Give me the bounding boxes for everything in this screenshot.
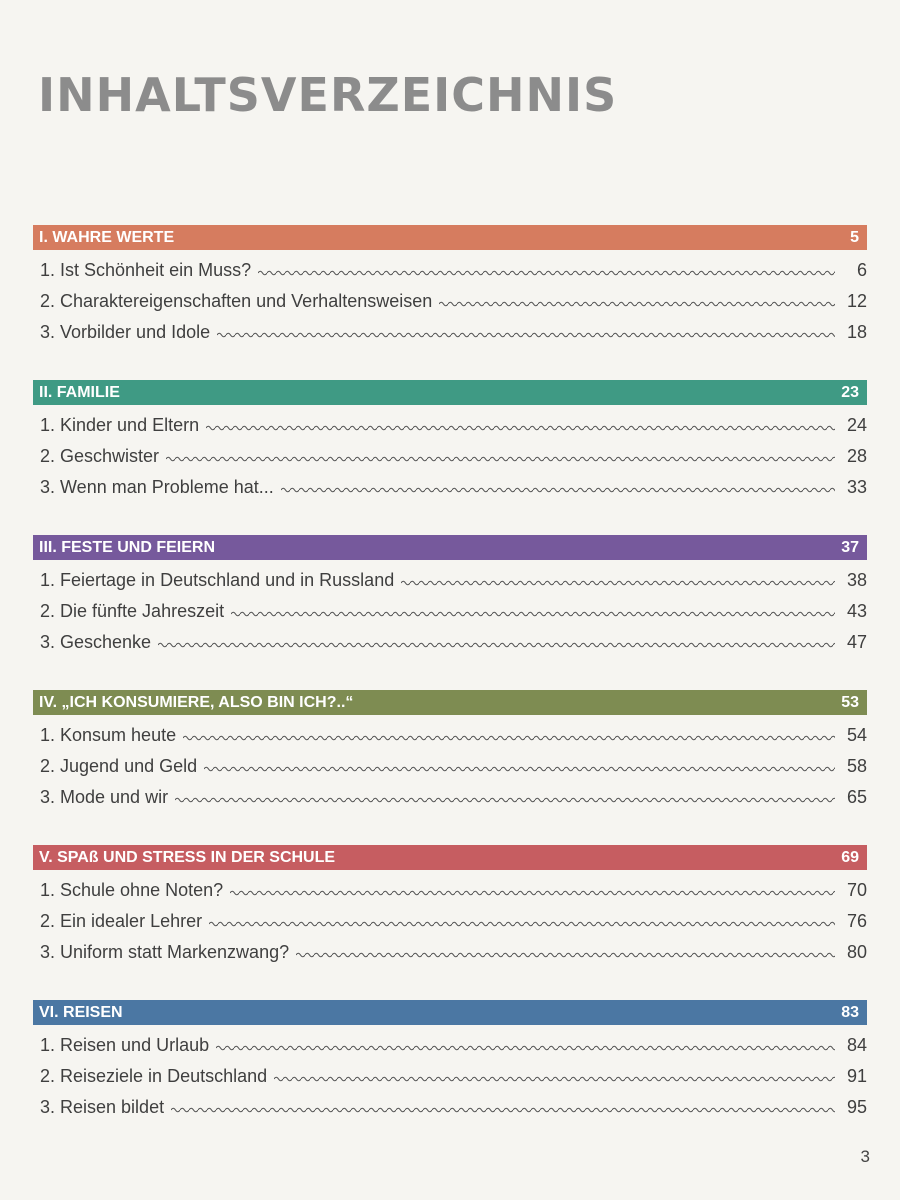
entry-page: 28 [846, 446, 867, 466]
entry-title: 3. Reisen bildet [40, 1097, 165, 1117]
entry-title: 2. Charaktereigenschaften und Verhaltensweisen [40, 291, 433, 311]
entry-page: 70 [846, 880, 867, 900]
section-title: V. SPAß UND STRESS IN DER SCHULE [39, 848, 336, 866]
wavy-leader-line [217, 331, 835, 339]
toc-entry[interactable] [33, 901, 867, 932]
wavy-leader-line [175, 796, 835, 804]
toc-entry[interactable] [33, 870, 867, 901]
page-number: 3 [860, 1147, 870, 1166]
toc-entry[interactable] [33, 560, 867, 591]
entry-title: 1. Feiertage in Deutschland und in Russland [40, 570, 395, 590]
section-title: VI. REISEN [39, 1003, 123, 1021]
section-title: IV. „ICH KONSUMIERE, ALSO BIN ICH?..“ [39, 693, 354, 711]
toc-entry[interactable] [33, 622, 867, 653]
toc-entry[interactable] [33, 436, 867, 467]
toc-section [33, 1000, 867, 1118]
entry-page: 65 [846, 787, 867, 807]
toc-entry[interactable] [33, 591, 867, 622]
section-header[interactable] [33, 535, 867, 560]
section-page: 5 [850, 228, 859, 246]
entry-page: 6 [856, 260, 867, 280]
entry-title: 1. Schule ohne Noten? [40, 880, 224, 900]
toc-section [33, 225, 867, 343]
wavy-leader-line [204, 765, 835, 773]
toc-entry[interactable] [33, 312, 867, 343]
entry-page: 76 [846, 911, 867, 931]
wavy-leader-line [230, 889, 835, 897]
wavy-leader-line [439, 300, 835, 308]
entry-title: 1. Konsum heute [40, 725, 177, 745]
wavy-leader-line [296, 951, 835, 959]
entry-page: 80 [846, 942, 867, 962]
entry-title: 2. Reiseziele in Deutschland [40, 1066, 268, 1086]
entry-title: 3. Vorbilder und Idole [40, 322, 211, 342]
toc-entry[interactable] [33, 746, 867, 777]
entry-page: 95 [846, 1097, 867, 1117]
section-header[interactable] [33, 690, 867, 715]
toc-entry[interactable] [33, 932, 867, 963]
entry-page: 24 [846, 415, 867, 435]
toc-entry[interactable] [33, 777, 867, 808]
section-title: II. FAMILIE [39, 383, 120, 401]
entry-title: 3. Mode und wir [40, 787, 169, 807]
wavy-leader-line [183, 734, 835, 742]
toc-entry[interactable] [33, 1025, 867, 1056]
toc-entry[interactable] [33, 1087, 867, 1118]
toc-section [33, 845, 867, 963]
wavy-leader-line [209, 920, 835, 928]
wavy-leader-line [158, 641, 835, 649]
wavy-leader-line [258, 269, 835, 277]
entry-page: 91 [846, 1066, 867, 1086]
entry-title: 3. Wenn man Probleme hat... [40, 477, 274, 497]
section-page: 37 [841, 538, 859, 556]
entry-page: 38 [846, 570, 867, 590]
page-title: INHALTSVERZEICHNIS [38, 68, 618, 122]
entry-page: 18 [846, 322, 867, 342]
section-header[interactable] [33, 380, 867, 405]
table-of-contents [33, 225, 867, 1155]
toc-section [33, 535, 867, 653]
toc-entry[interactable] [33, 1056, 867, 1087]
toc-section [33, 690, 867, 808]
toc-entry[interactable] [33, 405, 867, 436]
section-page: 23 [841, 383, 859, 401]
wavy-leader-line [166, 455, 835, 463]
section-page: 53 [841, 693, 859, 711]
wavy-leader-line [216, 1044, 835, 1052]
section-header[interactable] [33, 1000, 867, 1025]
toc-entry[interactable] [33, 281, 867, 312]
entry-page: 58 [846, 756, 867, 776]
toc-section [33, 380, 867, 498]
entry-page: 33 [846, 477, 867, 497]
toc-entry[interactable] [33, 467, 867, 498]
section-header[interactable] [33, 845, 867, 870]
entry-title: 3. Uniform statt Markenzwang? [40, 942, 290, 962]
entry-title: 2. Jugend und Geld [40, 756, 198, 776]
section-page: 69 [841, 848, 859, 866]
entry-title: 1. Ist Schönheit ein Muss? [40, 260, 252, 280]
entry-title: 1. Kinder und Eltern [40, 415, 200, 435]
wavy-leader-line [401, 579, 835, 587]
section-page: 83 [841, 1003, 859, 1021]
entry-page: 54 [846, 725, 867, 745]
entry-page: 43 [846, 601, 867, 621]
entry-title: 2. Die fünfte Jahreszeit [40, 601, 225, 621]
section-header[interactable] [33, 225, 867, 250]
entry-title: 2. Geschwister [40, 446, 160, 466]
entry-page: 84 [846, 1035, 867, 1055]
entry-title: 2. Ein idealer Lehrer [40, 911, 203, 931]
toc-entry[interactable] [33, 250, 867, 281]
section-title: III. FESTE UND FEIERN [39, 538, 216, 556]
entry-page: 12 [846, 291, 867, 311]
wavy-leader-line [274, 1075, 835, 1083]
entry-page: 47 [846, 632, 867, 652]
entry-title: 1. Reisen und Urlaub [40, 1035, 210, 1055]
entry-title: 3. Geschenke [40, 632, 152, 652]
section-title: I. WAHRE WERTE [39, 228, 175, 246]
wavy-leader-line [231, 610, 835, 618]
wavy-leader-line [206, 424, 835, 432]
wavy-leader-line [171, 1106, 835, 1114]
toc-entry[interactable] [33, 715, 867, 746]
wavy-leader-line [281, 486, 835, 494]
